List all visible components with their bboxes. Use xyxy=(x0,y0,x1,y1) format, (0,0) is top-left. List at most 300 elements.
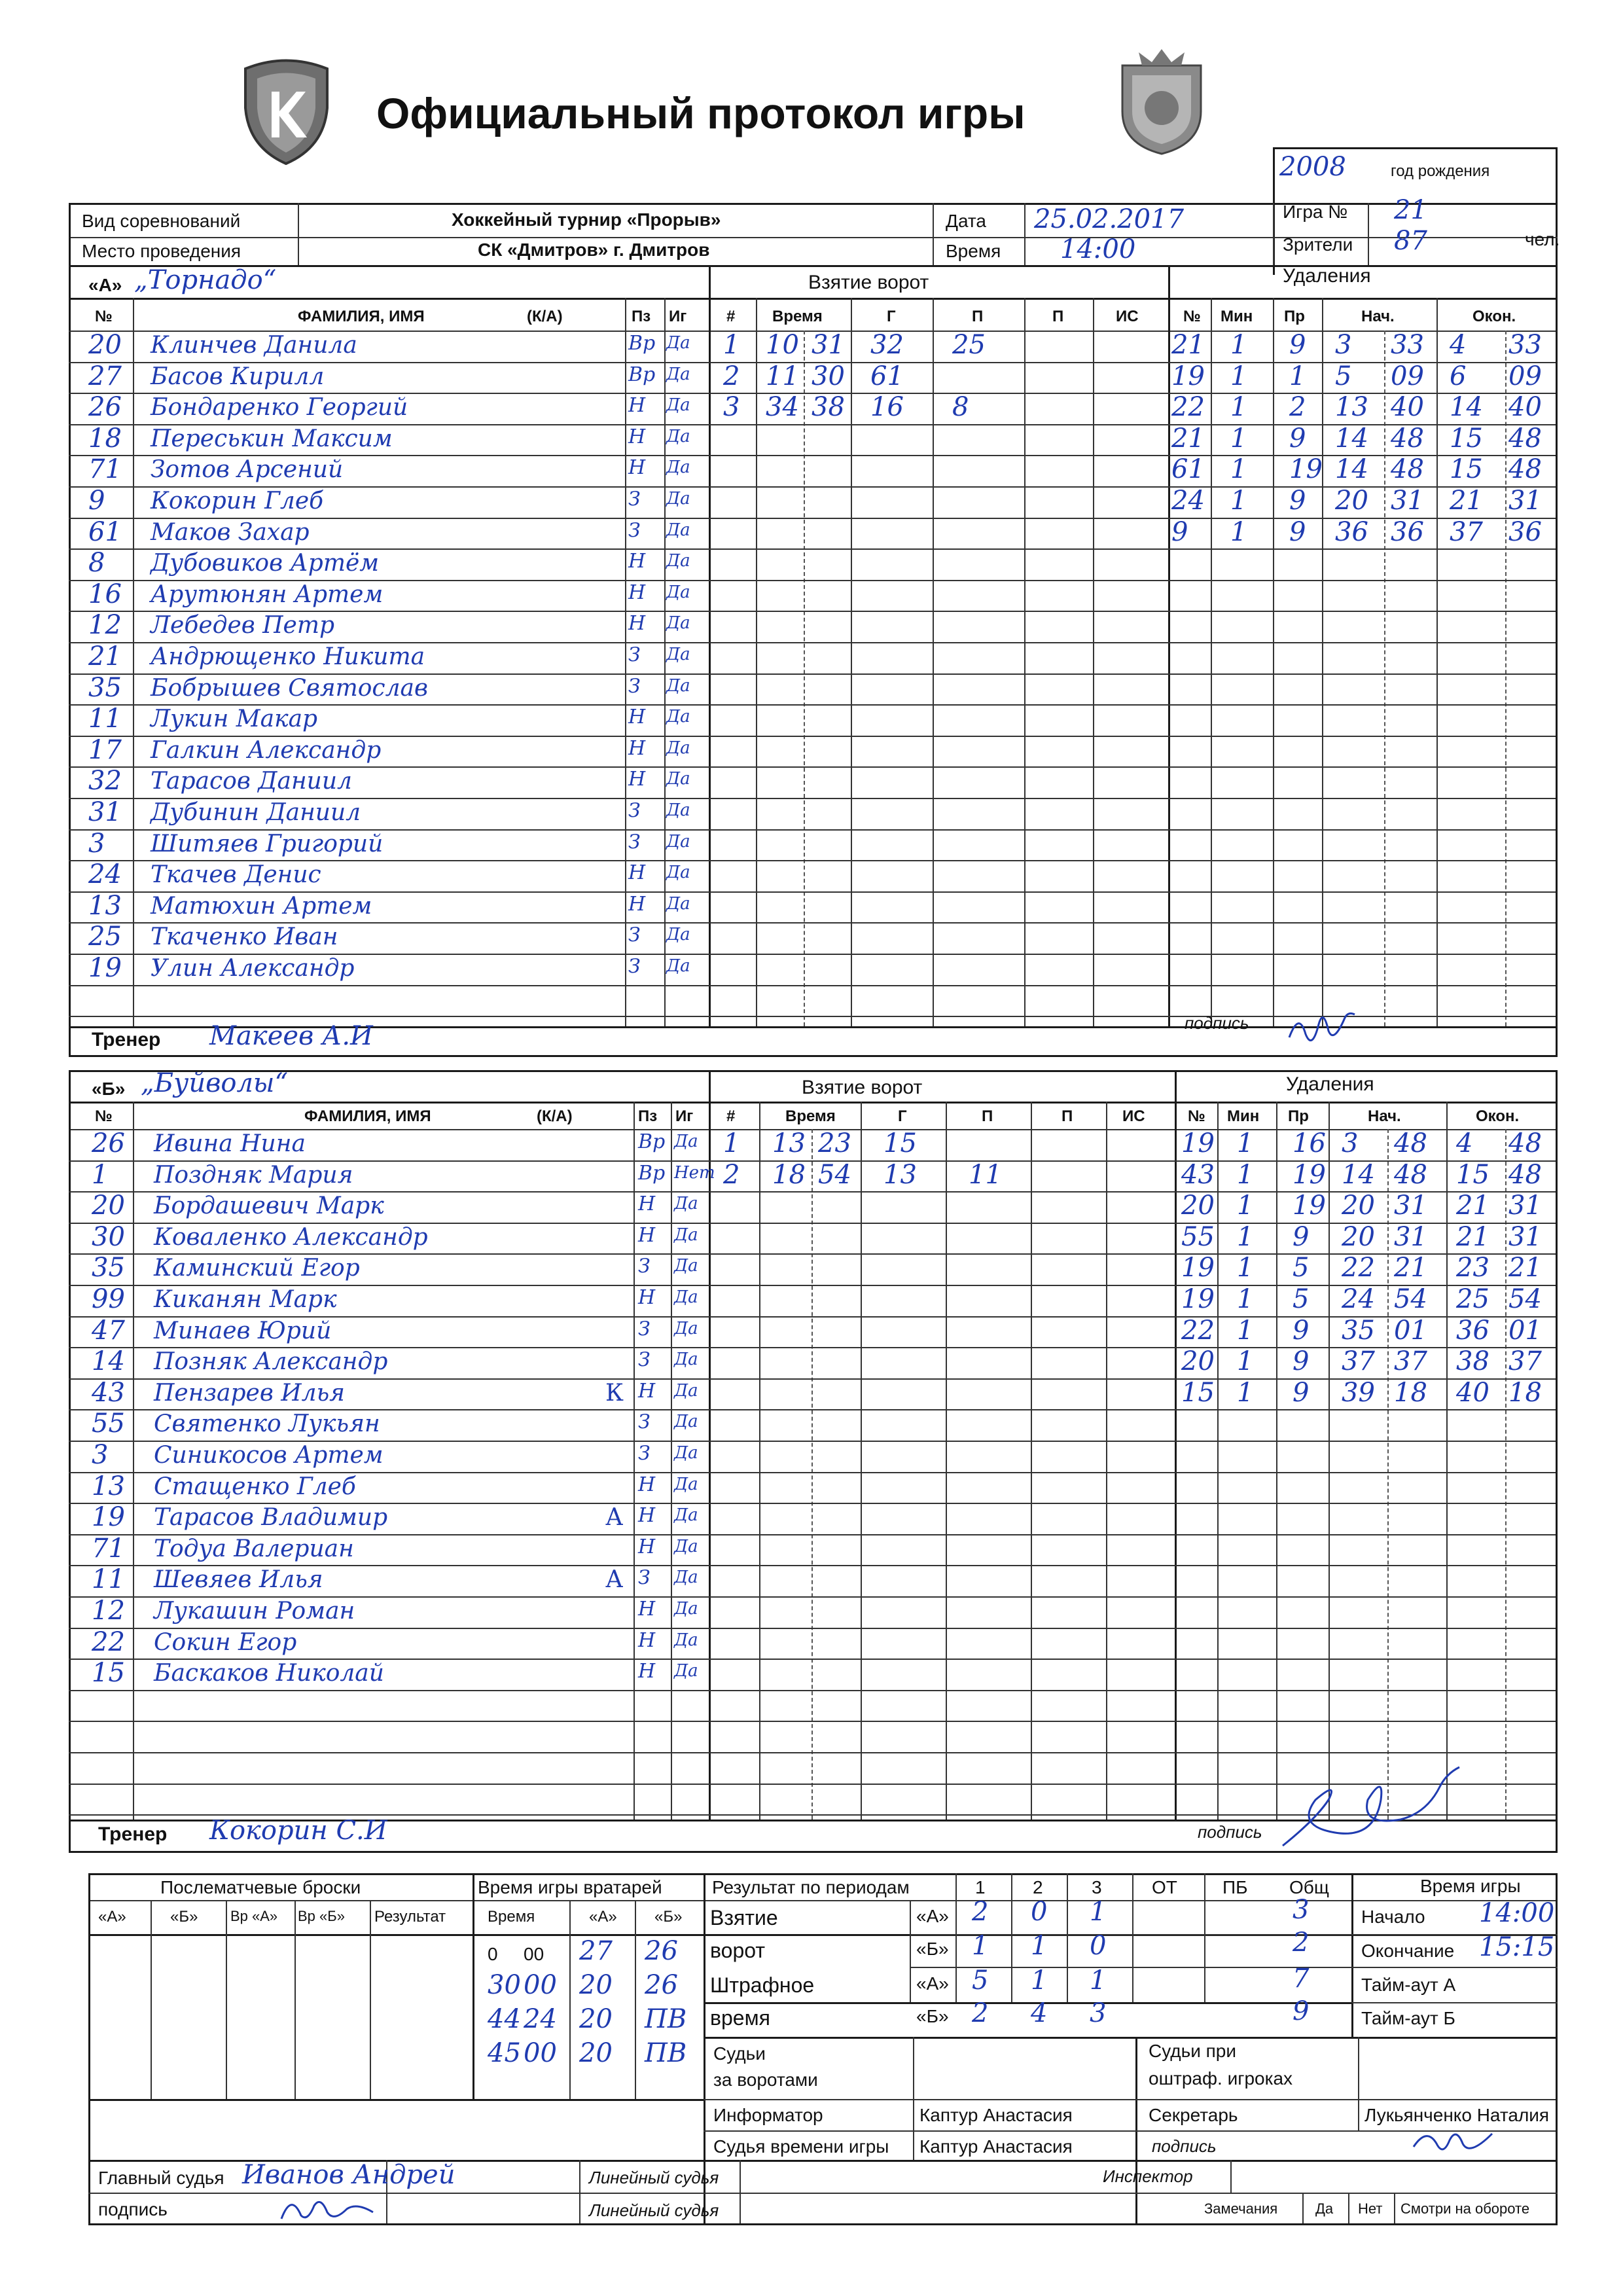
team_b-player-name: Позняк Александр xyxy=(154,1348,388,1376)
team_b-penalty-minutes: 1 xyxy=(1237,1253,1254,1283)
team_b-penalty-end-min: 21 xyxy=(1456,1221,1489,1252)
team_a-player-position: Н xyxy=(628,456,646,480)
team_b-player-name: Коваленко Александр xyxy=(154,1223,428,1251)
period-pen-team-a: «А» xyxy=(916,1973,949,1994)
team_a-penalty-reason: 2 xyxy=(1289,392,1306,423)
team_b-penalty-minutes: 1 xyxy=(1237,1346,1254,1377)
team_a-player-position: З xyxy=(628,955,641,978)
team-a-goal-col-is: ИС xyxy=(1116,308,1139,325)
team_b-player-played: Да xyxy=(674,1474,698,1494)
team_a-player-played: Да xyxy=(666,925,690,945)
shootout-col-a: «А» xyxy=(98,1908,126,1926)
team_b-penalty-end-sec: 48 xyxy=(1508,1159,1542,1190)
team_a-penalty-start-min: 13 xyxy=(1335,392,1368,423)
goalie-time-team-b: ПВ xyxy=(645,2004,687,2034)
goals-b-p3: 0 xyxy=(1090,1931,1107,1961)
period-col-so: ПБ xyxy=(1222,1877,1248,1897)
team_a-penalty-end-sec: 09 xyxy=(1508,361,1542,391)
team_a-goal-minute: 10 xyxy=(766,330,799,360)
team_a-penalty-end-min: 6 xyxy=(1450,361,1467,391)
period-col-3: 3 xyxy=(1092,1877,1102,1897)
team-b-name: „Буйволы“ xyxy=(141,1068,288,1098)
goals-a-p2: 0 xyxy=(1031,1897,1048,1927)
team_b-goal-number: 2 xyxy=(723,1159,740,1190)
team_a-player-number: 3 xyxy=(88,828,105,859)
team_a-penalty-end-sec: 48 xyxy=(1508,454,1542,485)
team_b-player-captain-mark: А xyxy=(605,1566,624,1594)
team_b-penalty-start-min: 3 xyxy=(1342,1128,1359,1158)
shootout-col-gk-b: Вр «Б» xyxy=(298,1908,345,1924)
team-b-goal-col-p1: П xyxy=(982,1107,993,1125)
team_b-player-position: З xyxy=(638,1442,651,1465)
team_b-penalty-start-sec: 21 xyxy=(1394,1253,1427,1283)
team_b-player-number: 1 xyxy=(92,1159,109,1190)
shootout-col-result: Результат xyxy=(374,1908,446,1926)
team_a-penalty-reason: 9 xyxy=(1289,516,1306,547)
team_a-player-played: Да xyxy=(666,551,690,571)
team_b-player-name: Стащенко Глеб xyxy=(154,1473,356,1500)
goals-b-p2: 1 xyxy=(1031,1931,1048,1961)
team_b-penalty-start-min: 39 xyxy=(1342,1377,1375,1408)
team_a-player-position: Вр xyxy=(628,363,656,386)
pen-b-p1: 2 xyxy=(972,1998,989,2028)
team-b-col-played: Иг xyxy=(675,1107,694,1125)
team_a-penalty-end-min: 15 xyxy=(1450,423,1483,454)
team_b-player-played: Да xyxy=(674,1630,698,1650)
team_a-player-position: Н xyxy=(628,581,646,604)
team_a-player-name: Андрющенко Никита xyxy=(151,643,425,670)
birth-year-value: 2008 xyxy=(1279,152,1346,182)
team_a-penalty-player: 22 xyxy=(1171,392,1205,423)
team_b-penalty-player: 19 xyxy=(1181,1253,1215,1283)
team-b-col-name: ФАМИЛИЯ, ИМЯ xyxy=(304,1107,431,1125)
team_a-player-played: Да xyxy=(666,675,690,696)
pen-b-total: 9 xyxy=(1293,1996,1310,2026)
team_b-player-number: 19 xyxy=(92,1502,125,1533)
coat-of-arms-emblem xyxy=(1113,46,1211,157)
time-label: Время xyxy=(946,241,1001,261)
game-no-label: Игра № xyxy=(1283,202,1348,222)
team_b-player-name: Сокин Егор xyxy=(154,1628,297,1656)
team_b-player-played: Да xyxy=(674,1350,698,1370)
team_b-player-position: Н xyxy=(638,1660,656,1683)
team_b-player-position: Н xyxy=(638,1628,656,1652)
team-a-pen-col-pr: Пр xyxy=(1284,308,1305,325)
team_a-player-played: Да xyxy=(666,738,690,758)
team_b-penalty-end-sec: 18 xyxy=(1508,1377,1542,1408)
page-title: Официальный протокол игры xyxy=(376,89,1026,137)
team_a-player-name: Ткаченко Иван xyxy=(151,924,338,951)
team-a-coach-label: Тренер xyxy=(92,1029,161,1050)
team-b-coach-value: Кокорин С.И xyxy=(209,1816,387,1846)
pen-a-p3: 1 xyxy=(1090,1965,1107,1996)
team_b-penalty-player: 19 xyxy=(1181,1128,1215,1158)
team-b-pen-col-start: Нач. xyxy=(1368,1107,1401,1125)
team_a-player-played: Да xyxy=(666,863,690,883)
team-b-pen-col-no: № xyxy=(1188,1107,1205,1125)
team_b-penalty-end-sec: 31 xyxy=(1508,1191,1542,1221)
team_b-player-played: Нет xyxy=(674,1162,715,1183)
team-a-col-ka: (К/А) xyxy=(527,308,563,325)
team-a-pen-col-end: Окон. xyxy=(1472,308,1516,325)
team_b-penalty-reason: 9 xyxy=(1293,1315,1310,1346)
team_b-goal-minute: 18 xyxy=(772,1159,806,1190)
team_b-player-played: Да xyxy=(674,1599,698,1619)
team_b-goal-number: 1 xyxy=(723,1128,740,1158)
team-a-signature xyxy=(1283,1005,1361,1050)
team-b-col-no: № xyxy=(95,1107,113,1125)
team_a-player-played: Да xyxy=(666,489,690,509)
team_b-penalty-reason: 9 xyxy=(1293,1377,1310,1408)
team_b-player-position: Н xyxy=(638,1379,656,1403)
team_a-player-position: З xyxy=(628,924,641,947)
team_a-player-position: Н xyxy=(628,861,646,885)
team-b-coach-label: Тренер xyxy=(98,1823,168,1845)
team_b-player-played: Да xyxy=(674,1318,698,1338)
team_a-goal-number: 1 xyxy=(723,330,740,360)
team_b-penalty-start-min: 20 xyxy=(1342,1191,1375,1221)
team_a-player-number: 27 xyxy=(88,361,122,391)
team_a-player-position: Н xyxy=(628,768,646,791)
team_b-player-number: 35 xyxy=(92,1253,125,1283)
team_a-player-number: 21 xyxy=(88,641,122,672)
team_a-player-number: 19 xyxy=(88,953,122,983)
team-b-letter: «Б» xyxy=(92,1079,126,1099)
team_a-player-name: Кокорин Глеб xyxy=(151,488,324,514)
team_a-player-name: Зотов Арсений xyxy=(151,456,344,484)
remarks-no: Нет xyxy=(1358,2200,1383,2217)
team-b-goal-col-g: Г xyxy=(898,1107,907,1125)
team_a-penalty-reason: 9 xyxy=(1289,423,1306,454)
goal-judges-label-2: за воротами xyxy=(713,2070,818,2090)
team-a-goal-col-n: # xyxy=(726,308,736,325)
team_b-goal-assist: 11 xyxy=(969,1159,1002,1190)
team_b-penalty-start-min: 37 xyxy=(1342,1346,1375,1377)
team_a-penalty-start-min: 5 xyxy=(1335,361,1352,391)
head-ref-value: Иванов Андрей xyxy=(242,2160,455,2190)
team_a-goal-second: 30 xyxy=(812,361,845,391)
venue-value: СК «Дмитров» г. Дмитров xyxy=(478,240,710,260)
team-b-goal-col-is: ИС xyxy=(1122,1107,1145,1125)
team-a-col-name: ФАМИЛИЯ, ИМЯ xyxy=(298,308,425,325)
shootout-title: Послематчевые броски xyxy=(160,1877,361,1897)
goalie-time-second: 00 xyxy=(524,1944,544,1964)
team_b-penalty-end-min: 40 xyxy=(1456,1377,1489,1408)
team-b-sign-label: подпись xyxy=(1198,1822,1262,1842)
pen-a-p1: 5 xyxy=(972,1965,989,1996)
team_a-goal-second: 31 xyxy=(812,330,845,360)
team_b-penalty-reason: 9 xyxy=(1293,1221,1310,1252)
team_a-goal-assist: 8 xyxy=(952,392,969,423)
informer-label: Информатор xyxy=(713,2105,823,2125)
spectators-label: Зрители xyxy=(1283,234,1353,255)
game-time-title: Время игры xyxy=(1420,1876,1521,1896)
period-col-total: Общ xyxy=(1289,1877,1329,1897)
spectators-unit: чел. xyxy=(1525,229,1560,249)
remarks-see-back: Смотри на обороте xyxy=(1400,2200,1530,2217)
team_a-penalty-start-sec: 36 xyxy=(1391,516,1424,547)
period-col-ot: ОТ xyxy=(1152,1877,1177,1897)
head-ref-signature xyxy=(275,2189,380,2225)
team_b-player-played: Да xyxy=(674,1380,698,1401)
team_b-penalty-end-sec: 01 xyxy=(1508,1315,1542,1346)
team_a-penalty-end-min: 4 xyxy=(1450,330,1467,360)
team-a-sign-label: подпись xyxy=(1185,1013,1249,1033)
team_b-penalty-end-sec: 31 xyxy=(1508,1221,1542,1252)
team_b-player-name: Киканян Марк xyxy=(154,1286,337,1313)
team_b-player-number: 99 xyxy=(92,1284,125,1314)
team_a-player-name: Басов Кирилл xyxy=(151,363,325,390)
team_b-penalty-start-sec: 37 xyxy=(1394,1346,1427,1377)
goalie-time-minute: 45 xyxy=(488,2038,521,2068)
team_b-player-position: З xyxy=(638,1255,651,1278)
team_a-player-played: Да xyxy=(666,457,690,478)
timekeeper-value: Каптур Анастасия xyxy=(919,2136,1073,2157)
team_b-goal-second: 54 xyxy=(818,1159,851,1190)
competition-label: Вид соревнований xyxy=(82,211,241,231)
team-a-col-no: № xyxy=(95,308,113,325)
team_b-penalty-start-min: 20 xyxy=(1342,1221,1375,1252)
team_b-penalty-minutes: 1 xyxy=(1237,1221,1254,1252)
goalie-time-second: 24 xyxy=(524,2004,557,2034)
team_b-penalty-player: 22 xyxy=(1181,1315,1215,1346)
team_b-player-number: 26 xyxy=(92,1128,125,1158)
timeout-b-label: Тайм-аут Б xyxy=(1361,2008,1455,2028)
team_a-player-number: 61 xyxy=(88,516,122,547)
team_a-player-played: Да xyxy=(666,613,690,634)
team_a-penalty-player: 24 xyxy=(1171,486,1205,516)
team_b-penalty-player: 20 xyxy=(1181,1191,1215,1221)
team_b-player-name: Тодуа Валериан xyxy=(154,1535,354,1562)
team_b-penalty-end-sec: 48 xyxy=(1508,1128,1542,1158)
team_a-penalty-player: 61 xyxy=(1171,454,1205,485)
team_b-player-played: Да xyxy=(674,1256,698,1276)
team_a-penalty-end-min: 14 xyxy=(1450,392,1483,423)
secretary-value: Лукьянченко Наталия xyxy=(1364,2105,1550,2125)
team_b-player-name: Баскаков Николай xyxy=(154,1660,384,1687)
goals-b-p1: 1 xyxy=(972,1931,989,1961)
team_a-player-played: Да xyxy=(666,582,690,602)
goals-a-p1: 2 xyxy=(972,1897,989,1927)
venue-label: Место проведения xyxy=(82,241,241,261)
period-col-1: 1 xyxy=(975,1877,986,1897)
goalie-time-team-a: 20 xyxy=(579,1970,613,2000)
spectators-value: 87 xyxy=(1394,226,1427,256)
team_b-penalty-reason: 19 xyxy=(1293,1159,1326,1190)
team_b-player-position: Вр xyxy=(638,1161,666,1185)
team_b-player-name: Тарасов Владимир xyxy=(154,1504,388,1532)
remarks-yes: Да xyxy=(1315,2200,1334,2217)
team_a-player-name: Тарасов Даниил xyxy=(151,768,352,795)
team_a-player-number: 26 xyxy=(88,392,122,423)
team_b-player-position: Вр xyxy=(638,1130,666,1153)
goalie-time-minute: 0 xyxy=(488,1944,498,1964)
team_b-player-name: Лукашин Роман xyxy=(154,1598,355,1624)
team_b-penalty-start-sec: 01 xyxy=(1394,1315,1427,1346)
team_a-player-name: Дубинин Даниил xyxy=(151,799,361,826)
team_a-player-name: Бондаренко Георгий xyxy=(151,394,408,422)
team_b-penalty-start-sec: 31 xyxy=(1394,1221,1427,1252)
team_a-penalty-player: 9 xyxy=(1171,516,1188,547)
goalie-time-team-a: 27 xyxy=(579,1936,613,1966)
linesman-2-label: Линейный судья xyxy=(589,2200,719,2220)
team_b-penalty-start-sec: 31 xyxy=(1394,1191,1427,1221)
team_b-player-number: 12 xyxy=(92,1596,125,1626)
team_a-penalty-end-min: 15 xyxy=(1450,454,1483,485)
game-end-label: Окончание xyxy=(1361,1941,1455,1961)
team_b-player-played: Да xyxy=(674,1505,698,1526)
team_a-player-number: 24 xyxy=(88,859,122,890)
team_b-player-position: Н xyxy=(638,1535,656,1558)
team_b-player-played: Да xyxy=(674,1132,698,1151)
team_a-player-played: Да xyxy=(666,769,690,789)
team_b-penalty-player: 20 xyxy=(1181,1346,1215,1377)
team_b-player-captain-mark: К xyxy=(605,1379,624,1407)
competition-value: Хоккейный турнир «Прорыв» xyxy=(452,209,721,230)
goalie-time-team-b: ПВ xyxy=(645,2038,687,2068)
penalty-judges-label-2: оштраф. игроках xyxy=(1149,2068,1293,2089)
secretary-label: Секретарь xyxy=(1149,2105,1238,2125)
team_b-player-number: 20 xyxy=(92,1191,125,1221)
team_a-player-played: Да xyxy=(666,364,690,384)
team_b-player-position: Н xyxy=(638,1193,656,1216)
team_b-penalty-reason: 9 xyxy=(1293,1346,1310,1377)
team_b-player-position: З xyxy=(638,1410,651,1434)
pen-a-total: 7 xyxy=(1293,1964,1310,1994)
team_a-player-number: 18 xyxy=(88,423,122,454)
team_b-player-number: 43 xyxy=(92,1377,125,1408)
team_a-player-played: Да xyxy=(666,395,690,416)
team_b-penalty-player: 55 xyxy=(1181,1221,1215,1252)
team_b-player-number: 11 xyxy=(92,1564,125,1595)
team_a-player-name: Ткачев Денис xyxy=(151,861,321,889)
team_a-penalty-reason: 9 xyxy=(1289,330,1306,360)
team_a-player-name: Бобрышев Святослав xyxy=(151,674,428,702)
team_b-player-name: Ивина Нина xyxy=(154,1130,306,1157)
goalie-time-team-a: 20 xyxy=(579,2038,613,2068)
team-a-pen-col-start: Нач. xyxy=(1361,308,1395,325)
goalie-time-second: 00 xyxy=(524,1970,557,2000)
team_a-player-position: Н xyxy=(628,892,646,916)
team_b-penalty-start-sec: 18 xyxy=(1394,1377,1427,1408)
team_b-penalty-reason: 16 xyxy=(1293,1128,1326,1158)
team_a-player-name: Галкин Александр xyxy=(151,736,382,764)
team-b-pen-col-min: Мин xyxy=(1227,1107,1260,1125)
team_a-player-name: Матюхин Артем xyxy=(151,892,372,920)
team_a-player-played: Да xyxy=(666,831,690,852)
game-end-value: 15:15 xyxy=(1479,1932,1555,1962)
team_a-goal-assist: 25 xyxy=(952,330,986,360)
team_a-player-played: Да xyxy=(666,645,690,664)
team_a-player-number: 35 xyxy=(88,672,122,703)
team_a-penalty-start-sec: 40 xyxy=(1391,392,1424,423)
team_a-penalty-end-sec: 48 xyxy=(1508,423,1542,454)
team-a-penalties-title: Удаления xyxy=(1283,265,1371,287)
team_b-penalty-start-sec: 54 xyxy=(1394,1284,1427,1314)
team_b-player-name: Шевяев Илья xyxy=(154,1566,323,1594)
team-a-col-pos: Пз xyxy=(632,308,651,325)
team_a-player-name: Шитяев Григорий xyxy=(151,830,383,857)
team_a-penalty-start-sec: 48 xyxy=(1391,423,1424,454)
goalie-time-second: 00 xyxy=(524,2038,557,2068)
team_b-penalty-minutes: 1 xyxy=(1237,1284,1254,1314)
team_b-player-name: Пензарев Илья xyxy=(154,1379,346,1407)
team_a-penalty-minutes: 1 xyxy=(1230,486,1247,516)
team_b-penalty-end-min: 23 xyxy=(1456,1253,1489,1283)
team_a-player-position: З xyxy=(628,674,641,698)
team_b-player-number: 14 xyxy=(92,1346,125,1377)
team-a-coach-value: Макеев А.И xyxy=(209,1021,373,1051)
team_b-player-number: 22 xyxy=(92,1626,125,1657)
team_b-penalty-reason: 5 xyxy=(1293,1284,1310,1314)
team_a-player-played: Да xyxy=(666,707,690,727)
team_b-player-position: З xyxy=(638,1317,651,1340)
team_b-player-number: 30 xyxy=(92,1221,125,1252)
team_a-player-name: Лукин Макар xyxy=(151,706,318,733)
inspector-label: Инспектор xyxy=(1103,2166,1193,2186)
team_b-player-played: Да xyxy=(674,1194,698,1214)
team_a-penalty-start-min: 14 xyxy=(1335,423,1368,454)
team_a-player-number: 71 xyxy=(88,454,122,485)
team_b-player-number: 13 xyxy=(92,1471,125,1501)
team_b-penalty-player: 19 xyxy=(1181,1284,1215,1314)
team_b-player-position: З xyxy=(638,1348,651,1372)
team_a-goal-scorer: 32 xyxy=(870,330,904,360)
remarks-label: Замечания xyxy=(1204,2200,1278,2217)
team-b-goal-col-time: Время xyxy=(785,1107,836,1125)
team-b-col-pos: Пз xyxy=(638,1107,658,1125)
team-b-goal-col-p2: П xyxy=(1061,1107,1073,1125)
team_a-player-position: З xyxy=(628,643,641,666)
birth-year-label: год рождения xyxy=(1391,162,1490,180)
team-a-pen-col-no: № xyxy=(1183,308,1201,325)
game-no-value: 21 xyxy=(1394,195,1427,225)
team_a-player-name: Дубовиков Артём xyxy=(151,550,380,577)
team_b-player-position: Н xyxy=(638,1598,656,1621)
team_a-player-played: Да xyxy=(666,520,690,540)
team_a-player-number: 20 xyxy=(88,330,122,360)
team_a-goal-number: 3 xyxy=(723,392,740,423)
team_b-penalty-player: 43 xyxy=(1181,1159,1215,1190)
team_a-penalty-start-sec: 33 xyxy=(1391,330,1424,360)
team_a-goal-scorer: 16 xyxy=(870,392,904,423)
team_b-penalty-minutes: 1 xyxy=(1237,1128,1254,1158)
team_a-penalty-player: 21 xyxy=(1171,330,1205,360)
team_b-penalty-end-sec: 21 xyxy=(1508,1253,1542,1283)
team_b-penalty-start-min: 14 xyxy=(1342,1159,1375,1190)
period-pen-label-1: Штрафное xyxy=(710,1973,815,1997)
team_a-player-position: Н xyxy=(628,612,646,636)
team_b-penalty-end-min: 36 xyxy=(1456,1315,1489,1346)
team_a-penalty-start-min: 36 xyxy=(1335,516,1368,547)
team_a-player-name: Арутюнян Артем xyxy=(151,581,383,608)
team_a-player-number: 16 xyxy=(88,579,122,609)
team_b-player-number: 55 xyxy=(92,1408,125,1439)
tournament-logo xyxy=(239,56,334,167)
team_a-player-number: 13 xyxy=(88,890,122,921)
team_b-player-name: Святенко Лукьян xyxy=(154,1410,380,1438)
team_a-penalty-end-min: 37 xyxy=(1450,516,1483,547)
team_b-penalty-start-min: 35 xyxy=(1342,1315,1375,1346)
goalie-time-minute: 30 xyxy=(488,1970,521,2000)
team_a-player-number: 25 xyxy=(88,922,122,952)
shootout-col-b: «Б» xyxy=(170,1908,198,1926)
team_a-player-position: З xyxy=(628,799,641,822)
team_a-goal-number: 2 xyxy=(723,361,740,391)
period-goals-team-b: «Б» xyxy=(916,1939,949,1959)
penalty-judges-label-1: Судьи при xyxy=(1149,2041,1237,2061)
team_a-player-number: 11 xyxy=(88,704,122,734)
